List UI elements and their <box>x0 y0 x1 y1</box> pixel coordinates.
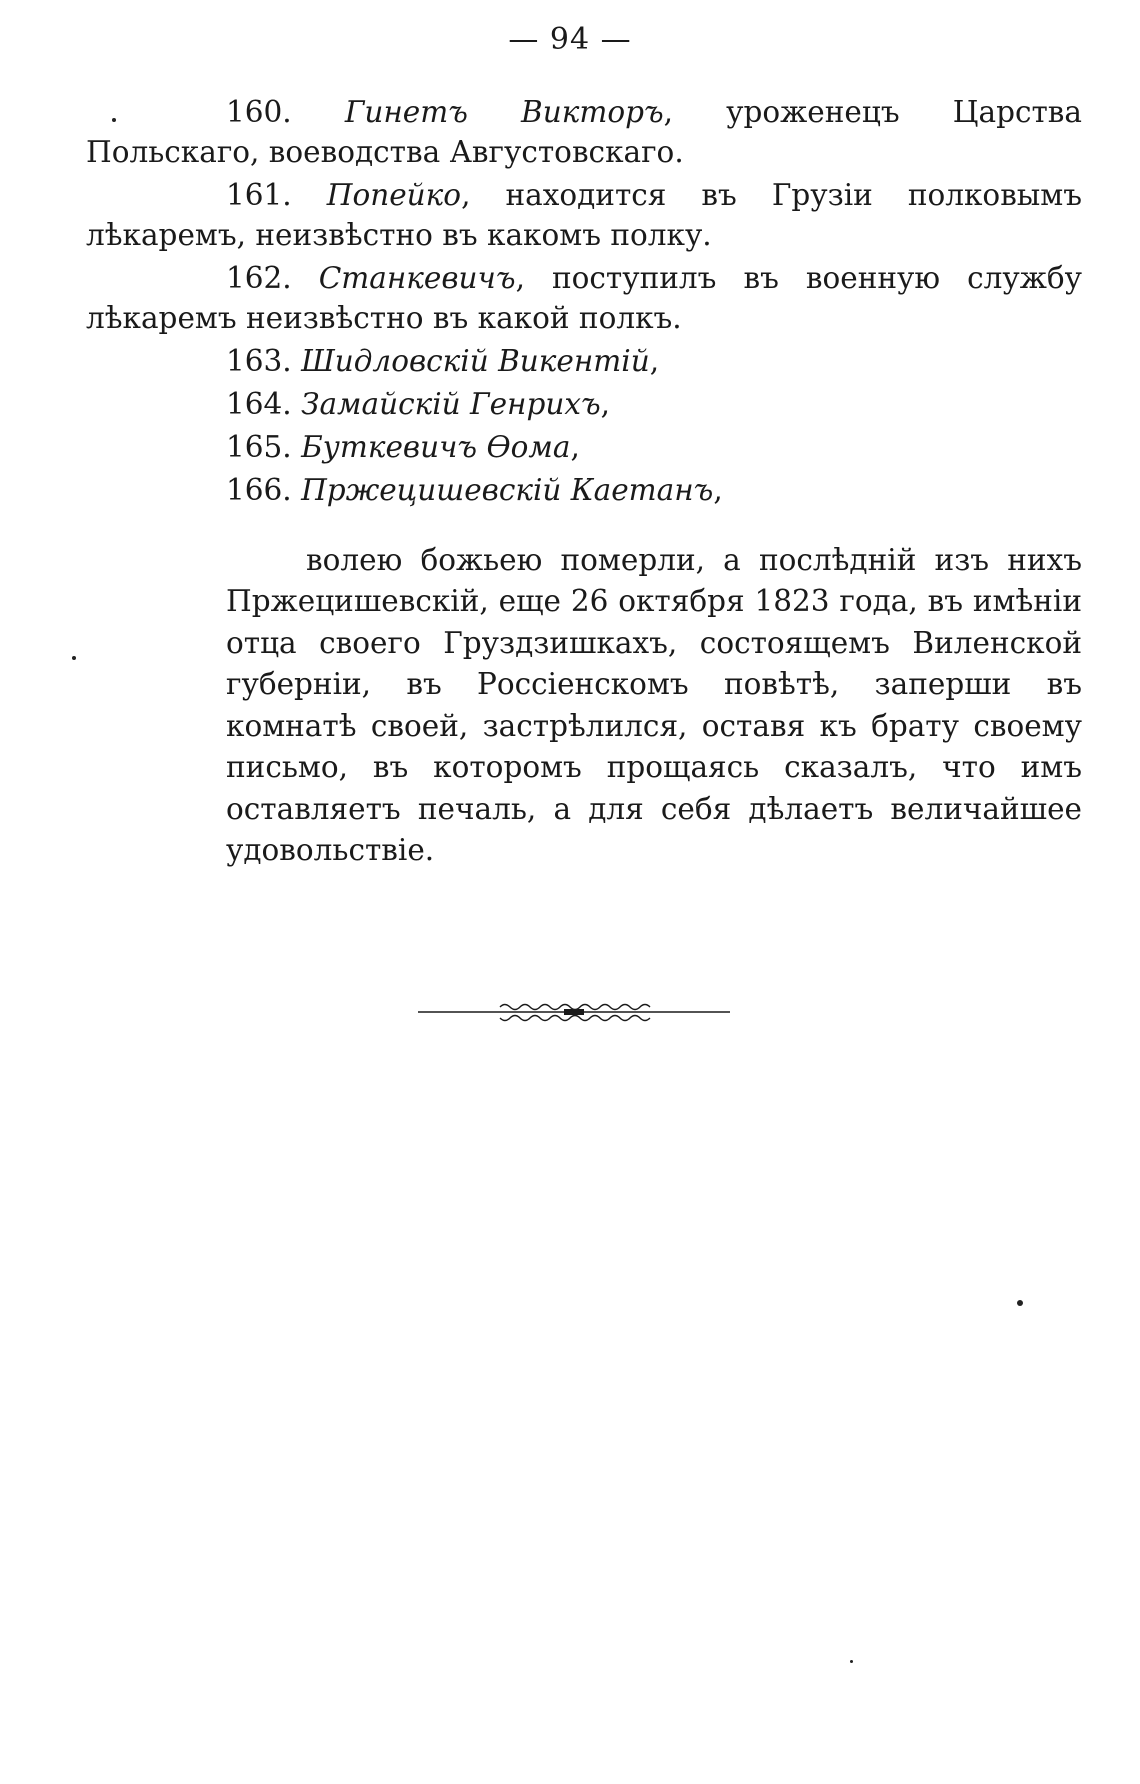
list-entry-161 <box>86 175 1082 255</box>
entry-name: Попейко <box>326 178 462 212</box>
entry-name: Гинетъ Викторъ <box>344 95 664 129</box>
list-entry-162 <box>86 258 1082 338</box>
entry-number: 164. <box>226 387 292 421</box>
entry-text: , уроженецъ Царства Польскаго, воеводства Августовскаго. <box>86 95 1082 169</box>
entry-number: 166. <box>226 473 292 507</box>
entry-text: , <box>600 387 611 421</box>
text-body <box>86 92 1082 901</box>
list-entry-164 <box>86 384 1082 424</box>
ornamental-divider <box>418 998 730 1026</box>
print-speck <box>112 118 116 122</box>
entry-name: Пржецишевскій Каетанъ <box>301 473 714 507</box>
entry-text: , <box>713 473 723 507</box>
entry-name: Буткевичъ Ѳома <box>301 430 571 464</box>
list-entry-160 <box>86 92 1082 172</box>
entry-text: , <box>570 430 580 464</box>
entry-number: 163. <box>226 344 292 378</box>
entry-name: Шидловскій Викентій <box>301 344 650 378</box>
list-entry-165 <box>86 427 1082 467</box>
entry-number: 165. <box>226 430 292 464</box>
entry-text: , находится въ Грузіи полковымъ лѣкаремъ, неизвѣстно въ какомъ полку. <box>86 178 1082 252</box>
entry-number: 162. <box>226 261 292 295</box>
entry-number: 160. <box>226 95 292 129</box>
print-speck <box>850 1660 853 1663</box>
entry-name: Замайскій Генрихъ <box>301 387 601 421</box>
list-entry-163 <box>86 341 1082 381</box>
entry-name: Станкевичъ <box>318 261 516 295</box>
entry-number: 161. <box>226 178 292 212</box>
print-speck <box>72 656 76 660</box>
print-speck <box>1017 1300 1023 1306</box>
footnote-paragraph: волею божьею померли, а послѣдній изъ нихъ Пржецишевскій, еще 26 октября 1823 года, въ имѣніи отца своего Груздзишкахъ, состоящемъ Виленской губерніи, въ Россіенскомъ повѣтѣ, заперши въ комнатѣ своей, застрѣлился, оставя къ брату своему письмо, въ которомъ прощаясь сказалъ, что имъ оставляетъ печаль, а для себя дѣлаетъ величайшее удовольствіе. <box>226 542 1082 867</box>
entry-text: , поступилъ въ военную службу лѣкаремъ неизвѣстно въ какой полкъ. <box>86 261 1082 335</box>
list-entry-166 <box>86 470 1082 510</box>
page-number: — 94 — <box>508 22 632 57</box>
entry-text: , <box>649 344 660 378</box>
